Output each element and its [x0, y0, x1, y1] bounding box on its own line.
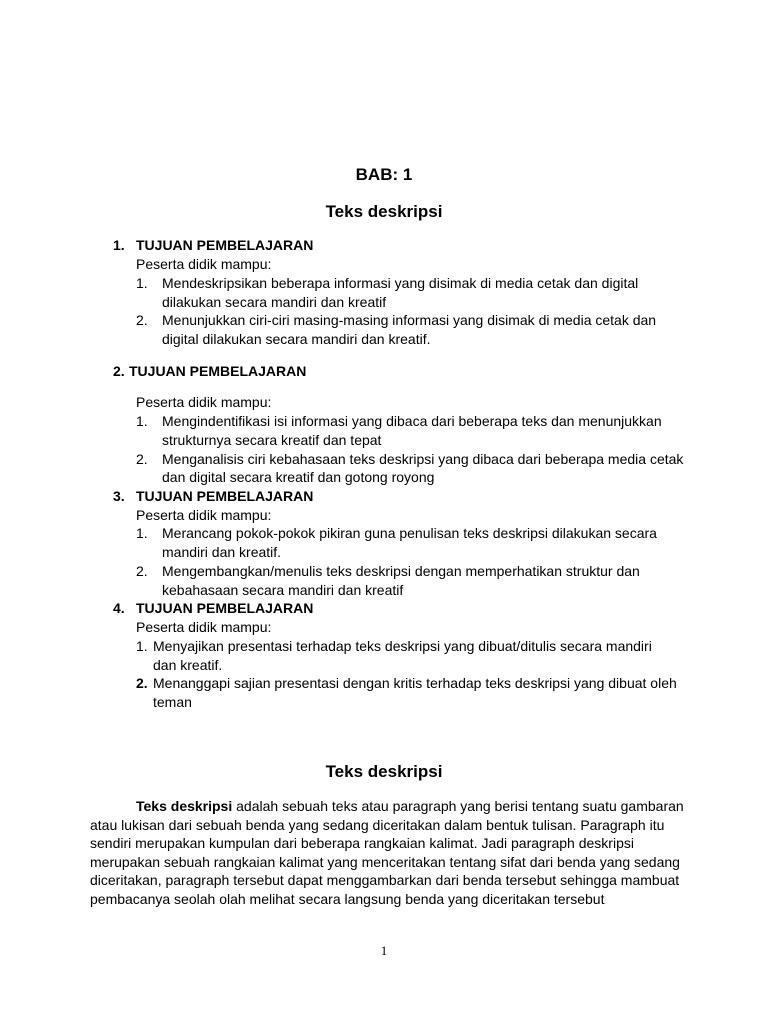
objective-2-item-1-line-1: Mengindentifikasi isi informasi yang dibaca dari beberapa teks dan menunjukkan [162, 413, 662, 429]
objective-4-item-2-number: 2. [136, 675, 148, 691]
paragraph-line-5: diceritakan, paragraph tersebut dapat menggambarkan dari benda tersebut sehingga mambuat [90, 872, 680, 888]
objective-2-item-2-number: 2. [136, 451, 148, 467]
chapter-heading: BAB: 1 [355, 165, 413, 184]
objective-2-item-2-line-2: dan digital secara kreatif dan gotong royong [162, 469, 435, 485]
objective-1-number: 1. [113, 237, 125, 253]
objective-1-item-1-number: 1. [136, 275, 148, 291]
objective-3-item-2-line-1: Mengembangkan/menulis teks deskripsi dengan memperhatikan struktur dan [162, 563, 640, 579]
paragraph-line-3: sendiri merupakan kumpulan dari beberapa rangkaian kalimat. Jadi paragraph deskripsi [90, 835, 634, 851]
objective-1-item-2-line-2: digital dilakukan secara mandiri dan kreatif. [162, 331, 431, 347]
paragraph-line-6: pembacanya seolah olah melihat secara langsung benda yang diceritakan tersebut [90, 891, 605, 907]
objective-2-intro: Peserta didik mampu: [136, 394, 272, 410]
objective-3-item-1-line-2: mandiri dan kreatif. [162, 544, 282, 560]
paragraph-line-1-rest: adalah sebuah teks atau paragraph yang berisi tentang suatu gambaran [232, 798, 684, 814]
section-title: Teks deskripsi [325, 762, 443, 781]
objective-4-item-1-line-2: dan kreatif. [153, 657, 223, 673]
page-number: 1 [380, 943, 388, 958]
objective-2-heading: TUJUAN PEMBELAJARAN [129, 363, 307, 379]
paragraph-line-2: atau lukisan dari sebuah benda yang sedang diceritakan dalam bentuk tulisan. Paragraph itu [90, 817, 665, 833]
objective-1-intro: Peserta didik mampu: [136, 256, 272, 272]
objective-3-item-2-number: 2. [136, 563, 148, 579]
objective-3-item-1-line-1: Merancang pokok-pokok pikiran guna penulisan teks deskripsi dilakukan secara [162, 525, 657, 541]
objective-4-item-2-line-1: Menanggapi sajian presentasi dengan kritis terhadap teks deskripsi yang dibuat oleh [153, 675, 677, 691]
objective-2-item-1-line-2: strukturnya secara kreatif dan tepat [162, 432, 382, 448]
objective-3-item-2-line-2: kebahasaan secara mandiri dan kreatif [162, 582, 404, 598]
objective-3-heading: TUJUAN PEMBELAJARAN [136, 488, 314, 504]
paragraph-line-1 [136, 797, 684, 816]
paragraph-line-4: merupakan sebuah rangkaian kalimat yang menceritakan tentang sifat dari benda yang sedang [90, 854, 680, 870]
objective-1-item-1-line-1: Mendeskripsikan beberapa informasi yang disimak di media cetak dan digital [162, 275, 639, 291]
objective-1-item-1-line-2: dilakukan secara mandiri dan kreatif [162, 294, 387, 310]
objective-2-item-2-line-1: Menganalisis ciri kebahasaan teks deskripsi yang dibaca dari beberapa media cetak [162, 451, 684, 467]
objective-1-heading: TUJUAN PEMBELAJARAN [136, 237, 314, 253]
objective-1-item-2-number: 2. [136, 312, 148, 328]
objective-2-number: 2. [113, 363, 125, 379]
objective-3-item-1-number: 1. [136, 525, 148, 541]
objective-4-heading: TUJUAN PEMBELAJARAN [136, 600, 314, 616]
objective-4-item-1-number: 1. [136, 638, 148, 654]
objective-4-intro: Peserta didik mampu: [136, 619, 272, 635]
objective-2-item-1-number: 1. [136, 413, 148, 429]
objective-4-item-2-line-2: teman [153, 694, 192, 710]
objective-4-item-1-line-1: Menyajikan presentasi terhadap teks deskripsi yang dibuat/ditulis secara mandiri [153, 638, 652, 654]
page-title: Teks deskripsi [325, 202, 443, 221]
objective-1-item-2-line-1: Menunjukkan ciri-ciri masing-masing informasi yang disimak di media cetak dan [162, 312, 657, 328]
objective-3-number: 3. [113, 488, 125, 504]
objective-4-number: 4. [113, 600, 125, 616]
objective-3-intro: Peserta didik mampu: [136, 507, 272, 523]
paragraph-lead-term: Teks deskripsi [136, 798, 233, 814]
